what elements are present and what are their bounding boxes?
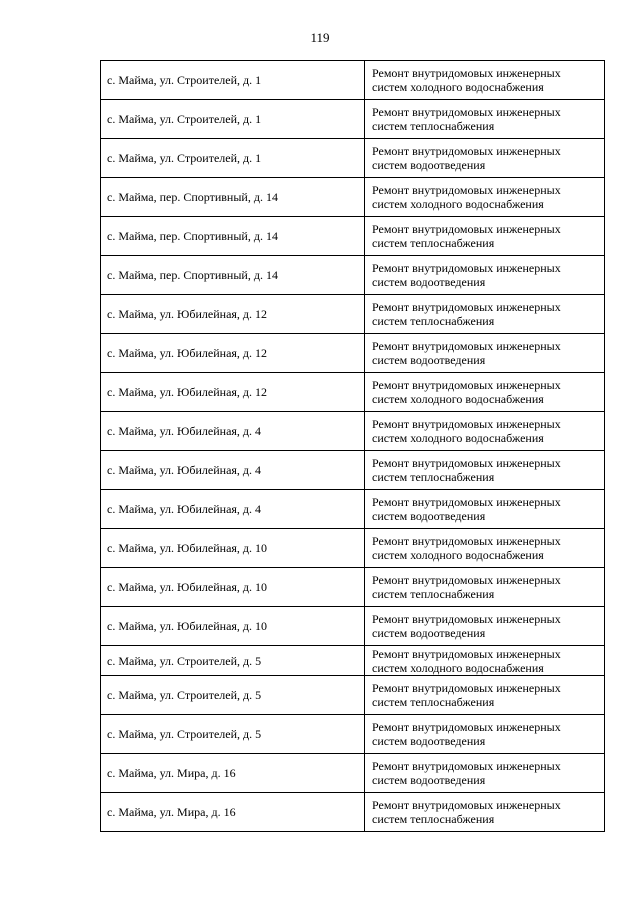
table-row bbox=[101, 256, 605, 295]
address-cell: с. Майма, ул. Мира, д. 16 bbox=[101, 754, 365, 793]
work-type-cell bbox=[365, 139, 605, 178]
work-type-cell bbox=[365, 607, 605, 646]
address-cell: с. Майма, ул. Строителей, д. 1 bbox=[101, 61, 365, 100]
work-type-line-1: Ремонт внутридомовых инженерных bbox=[372, 378, 561, 392]
work-type-line-2: систем теплоснабжения bbox=[372, 812, 495, 826]
work-type-line-1: Ремонт внутридомовых инженерных bbox=[372, 759, 561, 773]
table-row bbox=[101, 529, 605, 568]
work-type-line-1: Ремонт внутридомовых инженерных bbox=[372, 681, 561, 695]
address-cell: с. Майма, ул. Юбилейная, д. 10 bbox=[101, 607, 365, 646]
work-type-cell bbox=[365, 490, 605, 529]
address-cell: с. Майма, ул. Мира, д. 16 bbox=[101, 793, 365, 832]
work-type-cell bbox=[365, 61, 605, 100]
table-row bbox=[101, 139, 605, 178]
address-cell: с. Майма, ул. Строителей, д. 1 bbox=[101, 100, 365, 139]
work-type-line-2: систем холодного водоснабжения bbox=[372, 197, 544, 211]
work-type-line-2: систем теплоснабжения bbox=[372, 236, 495, 250]
table-row bbox=[101, 373, 605, 412]
table-row bbox=[101, 676, 605, 715]
work-type-cell bbox=[365, 793, 605, 832]
address-cell: с. Майма, пер. Спортивный, д. 14 bbox=[101, 178, 365, 217]
work-type-line-1: Ремонт внутридомовых инженерных bbox=[372, 339, 561, 353]
work-type-line-2: систем водоотведения bbox=[372, 509, 486, 523]
table-row bbox=[101, 646, 605, 676]
work-type-cell bbox=[365, 568, 605, 607]
work-type-line-1: Ремонт внутридомовых инженерных bbox=[372, 646, 561, 661]
address-cell: с. Майма, ул. Юбилейная, д. 12 bbox=[101, 334, 365, 373]
table-row bbox=[101, 100, 605, 139]
work-type-line-2: систем холодного водоснабжения bbox=[372, 431, 544, 445]
work-type-cell bbox=[365, 676, 605, 715]
work-type-cell bbox=[365, 412, 605, 451]
table-row bbox=[101, 61, 605, 100]
address-cell: с. Майма, пер. Спортивный, д. 14 bbox=[101, 217, 365, 256]
table-row bbox=[101, 412, 605, 451]
work-type-cell bbox=[365, 217, 605, 256]
work-type-cell bbox=[365, 100, 605, 139]
work-type-line-2: систем водоотведения bbox=[372, 626, 486, 640]
work-type-cell bbox=[365, 178, 605, 217]
work-type-line-2: систем теплоснабжения bbox=[372, 587, 495, 601]
work-type-line-1: Ремонт внутридомовых инженерных bbox=[372, 144, 561, 158]
address-cell: с. Майма, ул. Строителей, д. 1 bbox=[101, 139, 365, 178]
work-type-cell bbox=[365, 256, 605, 295]
table-row bbox=[101, 217, 605, 256]
work-type-line-1: Ремонт внутридомовых инженерных bbox=[372, 798, 561, 812]
address-cell: с. Майма, ул. Юбилейная, д. 10 bbox=[101, 568, 365, 607]
address-cell: с. Майма, ул. Юбилейная, д. 12 bbox=[101, 295, 365, 334]
address-cell: с. Майма, пер. Спортивный, д. 14 bbox=[101, 256, 365, 295]
work-type-line-1: Ремонт внутридомовых инженерных bbox=[372, 456, 561, 470]
work-type-line-2: систем теплоснабжения bbox=[372, 314, 495, 328]
work-type-line-2: систем теплоснабжения bbox=[372, 470, 495, 484]
work-type-line-2: систем водоотведения bbox=[372, 158, 486, 172]
work-type-cell bbox=[365, 373, 605, 412]
work-type-line-1: Ремонт внутридомовых инженерных bbox=[372, 720, 561, 734]
work-type-line-2: систем холодного водоснабжения bbox=[372, 392, 544, 406]
work-type-cell bbox=[365, 754, 605, 793]
table-row bbox=[101, 793, 605, 832]
work-type-line-1: Ремонт внутридомовых инженерных bbox=[372, 300, 561, 314]
work-type-line-2: систем холодного водоснабжения bbox=[372, 80, 544, 94]
work-type-line-1: Ремонт внутридомовых инженерных bbox=[372, 222, 561, 236]
work-type-cell bbox=[365, 715, 605, 754]
work-type-line-2: систем теплоснабжения bbox=[372, 119, 495, 133]
work-type-line-2: систем холодного водоснабжения bbox=[372, 548, 544, 562]
work-type-cell bbox=[365, 646, 605, 676]
repair-works-table bbox=[100, 60, 605, 832]
table-row bbox=[101, 490, 605, 529]
work-type-line-2: систем водоотведения bbox=[372, 773, 486, 787]
work-type-line-2: систем холодного водоснабжения bbox=[372, 660, 544, 675]
work-type-line-2: систем теплоснабжения bbox=[372, 695, 495, 709]
address-cell: с. Майма, ул. Строителей, д. 5 bbox=[101, 646, 365, 676]
page-number: 119 bbox=[310, 30, 330, 45]
work-type-line-1: Ремонт внутридомовых инженерных bbox=[372, 495, 561, 509]
table-row bbox=[101, 178, 605, 217]
work-type-line-1: Ремонт внутридомовых инженерных bbox=[372, 261, 561, 275]
table-row bbox=[101, 607, 605, 646]
work-type-line-1: Ремонт внутридомовых инженерных bbox=[372, 105, 561, 119]
address-cell: с. Майма, ул. Юбилейная, д. 4 bbox=[101, 451, 365, 490]
work-type-line-2: систем водоотведения bbox=[372, 734, 486, 748]
address-cell: с. Майма, ул. Юбилейная, д. 10 bbox=[101, 529, 365, 568]
address-cell: с. Майма, ул. Юбилейная, д. 4 bbox=[101, 490, 365, 529]
work-type-line-1: Ремонт внутридомовых инженерных bbox=[372, 183, 561, 197]
address-cell: с. Майма, ул. Юбилейная, д. 4 bbox=[101, 412, 365, 451]
address-cell: с. Майма, ул. Строителей, д. 5 bbox=[101, 715, 365, 754]
work-type-cell bbox=[365, 295, 605, 334]
work-type-cell bbox=[365, 451, 605, 490]
table-row bbox=[101, 754, 605, 793]
table-row bbox=[101, 295, 605, 334]
table-row bbox=[101, 451, 605, 490]
address-cell: с. Майма, ул. Строителей, д. 5 bbox=[101, 676, 365, 715]
work-type-line-1: Ремонт внутридомовых инженерных bbox=[372, 534, 561, 548]
work-type-cell bbox=[365, 334, 605, 373]
work-type-line-2: систем водоотведения bbox=[372, 275, 486, 289]
work-type-line-1: Ремонт внутридомовых инженерных bbox=[372, 66, 561, 80]
table-row bbox=[101, 715, 605, 754]
work-type-cell bbox=[365, 529, 605, 568]
work-type-line-1: Ремонт внутридомовых инженерных bbox=[372, 573, 561, 587]
table-row bbox=[101, 568, 605, 607]
work-type-line-2: систем водоотведения bbox=[372, 353, 486, 367]
work-type-line-1: Ремонт внутридомовых инженерных bbox=[372, 612, 561, 626]
address-cell: с. Майма, ул. Юбилейная, д. 12 bbox=[101, 373, 365, 412]
work-type-line-1: Ремонт внутридомовых инженерных bbox=[372, 417, 561, 431]
table-row bbox=[101, 334, 605, 373]
